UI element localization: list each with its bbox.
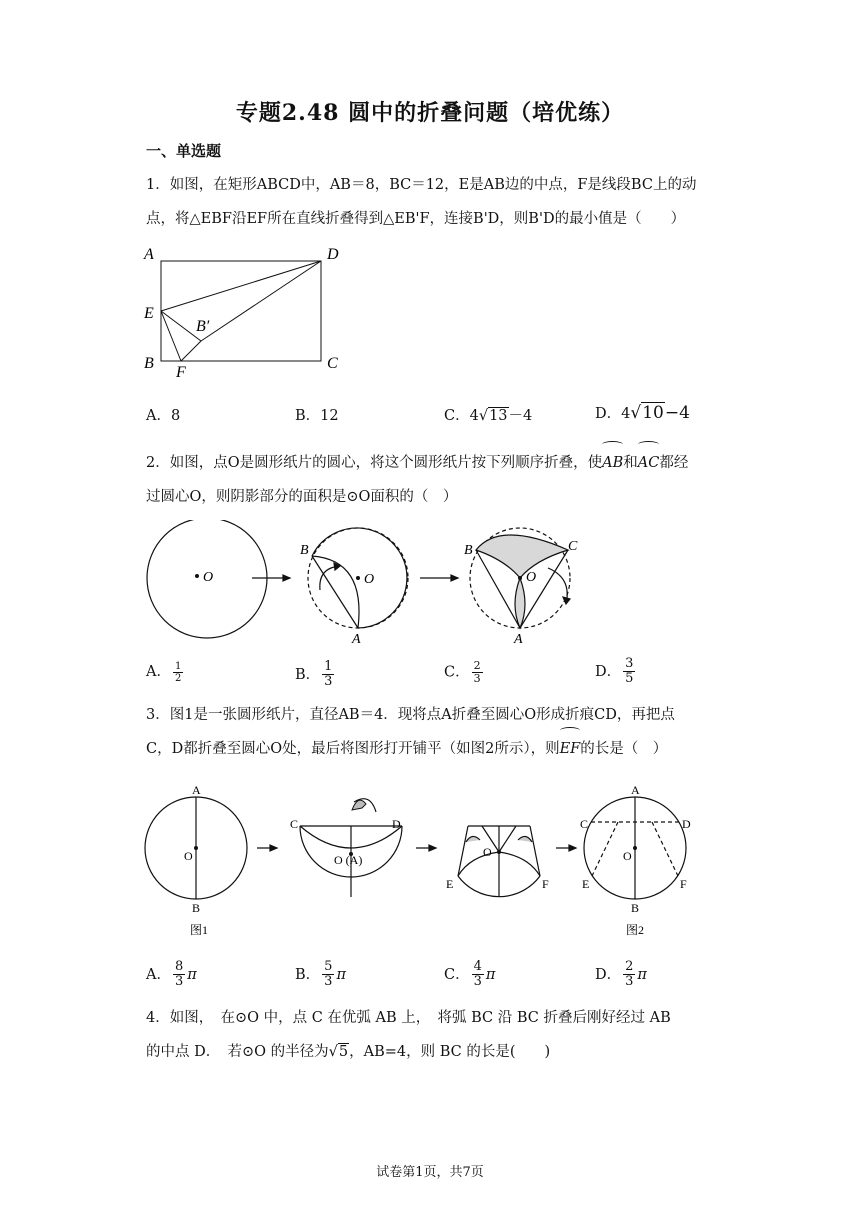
question-3-text	[146, 698, 718, 766]
q2-line1: 2．如图，点O是圆形纸片的圆心，将这个圆形纸片按下列顺序折叠，使AB和AC都经	[146, 446, 718, 480]
q3-fig4-label-e: E	[582, 877, 590, 891]
q3-option-b[interactable]: B． $\frac{5}{3}$ π	[295, 959, 346, 990]
q3-fig2-label-d: D	[392, 817, 401, 831]
q1-line1: 1．如图，在矩形ABCD中，AB＝8，BC＝12，E是AB边的中点，F是线段BC上的动	[146, 177, 697, 193]
q1-line2: 点，将△EBF沿EF所在直线折叠得到△EB'F，连接B'D，则B'D的最小值是（ ）	[146, 211, 686, 227]
question-1-text	[146, 168, 718, 236]
question-4-text	[146, 1001, 718, 1069]
q3-fig4-label-a: A	[631, 783, 640, 797]
q3-fig2-label-c: C	[290, 817, 299, 831]
q2-fig2-label-a: A	[352, 632, 361, 647]
q1-option-a[interactable]: A．8	[146, 408, 181, 424]
q1-label-a: A	[144, 246, 154, 263]
page-title: 专题2.48 圆中的折叠问题（培优练）	[235, 100, 625, 126]
section-heading: 一、单选题	[146, 142, 222, 160]
q2-fig1-label-o: O	[203, 570, 214, 585]
q3-fig1-label-a: A	[192, 783, 201, 797]
q3-fig1-label-o: O	[184, 849, 193, 863]
q2-option-c[interactable]: C． $\frac{2}{3}$	[444, 659, 481, 686]
q3-fig3-label-o: O	[483, 845, 492, 859]
q1-option-b[interactable]: B．12	[295, 408, 339, 424]
q2-fig3-label-o: O	[526, 570, 537, 585]
q3-fig2-caption: 图2	[626, 923, 645, 937]
q1-label-d: D	[327, 246, 339, 263]
q2-fig2-label-b: B	[300, 543, 309, 558]
q1-label-e: E	[144, 305, 154, 322]
q3-fig4-label-b: B	[631, 901, 640, 915]
q3-fig1-label-b: B	[192, 901, 201, 915]
q2-fig3-label-a: A	[514, 632, 523, 647]
q4-line2: 的中点 D． 若⊙O 的半径为√5，AB=4，则 BC 的长是( )	[146, 1044, 551, 1060]
q3-option-c[interactable]: C． $\frac{4}{3}$ π	[444, 959, 496, 990]
q1-figure	[138, 240, 348, 380]
q3-fig3-label-f: F	[542, 877, 549, 891]
q3-fig4-label-c: C	[580, 817, 589, 831]
q2-option-b[interactable]: B． $\frac{1}{3}$	[295, 659, 333, 690]
q1-label-f: F	[176, 364, 186, 380]
q2-arc-ac: AC	[638, 446, 660, 480]
q2-line2: 过圆心O，则阴影部分的面积是⊙O面积的（ ）	[146, 489, 458, 505]
q1-option-d[interactable]: D．4√10−4	[595, 403, 690, 423]
q3-option-a[interactable]: A． $\frac{8}{3}$ π	[146, 959, 197, 990]
q3-line1: 3．图1是一张圆形纸片，直径AB＝4．现将点A折叠至圆心O形成折痕CD，再把点	[146, 707, 675, 723]
q3-fig2-label-oa: O (A)	[334, 853, 363, 867]
q1-option-c[interactable]: C．4√13－4	[444, 408, 533, 424]
q2-option-d[interactable]: D． $\frac{3}{5}$	[595, 656, 634, 687]
q2-fig2-label-o: O	[364, 572, 375, 587]
q2-arc-ab: AB	[602, 446, 623, 480]
q2-fig3-label-c: C	[568, 539, 578, 554]
q1-label-bprime: B′	[196, 318, 210, 335]
q2-figure	[140, 520, 590, 650]
q3-fig3-label-e: E	[446, 877, 454, 891]
q2-option-a[interactable]: A． $\frac{1}{2}$	[146, 660, 182, 684]
page-footer: 试卷第1页，共7页	[376, 1165, 484, 1180]
q4-line1: 4．如图， 在⊙O 中，点 C 在优弧 AB 上， 将弧 BC 沿 BC 折叠后刚好经过 AB	[146, 1010, 671, 1026]
q3-line2: C，D都折叠至圆心O处，最后将图形打开铺平（如图2所示），则EF的长是（ ）	[146, 732, 718, 766]
q3-fig4-label-o: O	[623, 849, 632, 863]
q3-arc-ef: EF	[560, 732, 581, 766]
q3-fig4-label-f: F	[680, 877, 687, 891]
q3-fig1-caption: 图1	[190, 923, 209, 937]
q2-fig3-label-b: B	[464, 543, 473, 558]
q3-figure	[140, 780, 700, 945]
q1-label-b: B	[144, 355, 154, 372]
q3-option-d[interactable]: D． $\frac{2}{3}$ π	[595, 959, 647, 990]
q1-label-c: C	[327, 355, 338, 372]
q3-fig4-label-d: D	[682, 817, 691, 831]
question-2-text	[146, 446, 718, 514]
